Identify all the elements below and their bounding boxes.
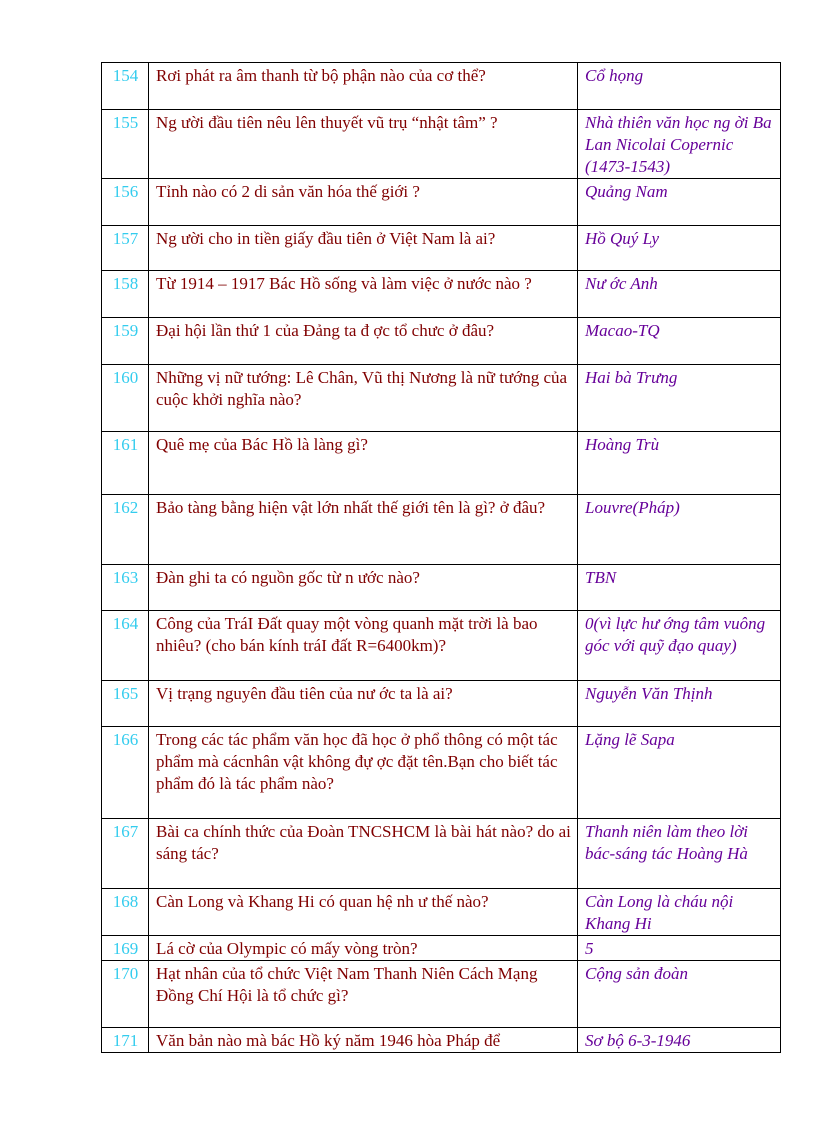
table-row — [102, 110, 781, 179]
answer-text: Thanh niên làm theo lời bác-sáng tác Hoàng Hà — [578, 819, 781, 889]
question-number: 169 — [102, 936, 149, 961]
qa-table — [101, 62, 781, 1053]
table-row — [102, 1028, 781, 1053]
question-text: Những vị nữ tướng: Lê Chân, Vũ thị Nương là nữ tướng của cuộc khởi nghĩa nào? — [149, 365, 578, 432]
question-number: 163 — [102, 565, 149, 611]
table-row — [102, 936, 781, 961]
answer-text: 5 — [578, 936, 781, 961]
table-row — [102, 179, 781, 226]
table-row — [102, 432, 781, 495]
question-text: Bảo tàng bằng hiện vật lớn nhất thế giới tên là gì? ở đâu? — [149, 495, 578, 565]
answer-text: Càn Long là cháu nội Khang Hi — [578, 889, 781, 936]
table-row — [102, 961, 781, 1028]
answer-text: Nư ớc Anh — [578, 271, 781, 318]
answer-text: TBN — [578, 565, 781, 611]
question-text: Bài ca chính thức của Đoàn TNCSHCM là bài hát nào? do ai sáng tác? — [149, 819, 578, 889]
question-number: 170 — [102, 961, 149, 1028]
question-number: 161 — [102, 432, 149, 495]
question-text: Văn bản nào mà bác Hồ ký năm 1946 hòa Pháp để — [149, 1028, 578, 1053]
qa-table-body — [102, 63, 781, 1053]
question-number: 159 — [102, 318, 149, 365]
question-number: 171 — [102, 1028, 149, 1053]
question-text: Trong các tác phẩm văn học đã học ở phổ thông có một tác phẩm mà cácnhân vật không đự ợc đặt tên.Bạn cho biết tác phẩm đó là tác phẩm nào? — [149, 727, 578, 819]
question-text: Tỉnh nào có 2 di sản văn hóa thế giới ? — [149, 179, 578, 226]
question-text: Vị trạng nguyên đầu tiên của nư ớc ta là ai? — [149, 681, 578, 727]
question-number: 155 — [102, 110, 149, 179]
question-number: 168 — [102, 889, 149, 936]
table-row — [102, 611, 781, 681]
question-text: Quê mẹ của Bác Hồ là làng gì? — [149, 432, 578, 495]
question-text: Từ 1914 – 1917 Bác Hồ sống và làm việc ở nước nào ? — [149, 271, 578, 318]
answer-text: Hồ Quý Ly — [578, 226, 781, 271]
answer-text: Macao-TQ — [578, 318, 781, 365]
question-text: Công của TráI Đất quay một vòng quanh mặt trời là bao nhiêu? (cho bán kính tráI đất R=6400km)? — [149, 611, 578, 681]
table-row — [102, 681, 781, 727]
question-text: Ng ười cho in tiền giấy đầu tiên ở Việt Nam là ai? — [149, 226, 578, 271]
question-number: 160 — [102, 365, 149, 432]
table-row — [102, 889, 781, 936]
answer-text: Cổ họng — [578, 63, 781, 110]
answer-text: Quảng Nam — [578, 179, 781, 226]
answer-text: Louvre(Pháp) — [578, 495, 781, 565]
question-number: 167 — [102, 819, 149, 889]
answer-text: Sơ bộ 6-3-1946 — [578, 1028, 781, 1053]
question-text: Đàn ghi ta có nguồn gốc từ n ước nào? — [149, 565, 578, 611]
question-text: Ng ười đầu tiên nêu lên thuyết vũ trụ “nhật tâm” ? — [149, 110, 578, 179]
answer-text: 0(vì lực hư ớng tâm vuông góc với quỹ đạo quay) — [578, 611, 781, 681]
answer-text: Hai bà Trưng — [578, 365, 781, 432]
table-row — [102, 63, 781, 110]
question-number: 164 — [102, 611, 149, 681]
question-number: 165 — [102, 681, 149, 727]
table-row — [102, 318, 781, 365]
answer-text: Lặng lẽ Sapa — [578, 727, 781, 819]
question-text: Càn Long và Khang Hi có quan hệ nh ư thế nào? — [149, 889, 578, 936]
table-row — [102, 271, 781, 318]
table-row — [102, 565, 781, 611]
question-number: 158 — [102, 271, 149, 318]
answer-text: Nhà thiên văn học ng ời Ba Lan Nicolai Copernic (1473-1543) — [578, 110, 781, 179]
answer-text: Nguyễn Văn Thịnh — [578, 681, 781, 727]
question-number: 162 — [102, 495, 149, 565]
question-text: Lá cờ của Olympic có mấy vòng tròn? — [149, 936, 578, 961]
table-row — [102, 365, 781, 432]
table-row — [102, 819, 781, 889]
question-text: Đại hội lần thứ 1 của Đảng ta đ ợc tổ chưc ở đâu? — [149, 318, 578, 365]
table-row — [102, 226, 781, 271]
table-row — [102, 727, 781, 819]
question-text: Rơi phát ra âm thanh từ bộ phận nào của cơ thể? — [149, 63, 578, 110]
answer-text: Cộng sản đoàn — [578, 961, 781, 1028]
table-row — [102, 495, 781, 565]
question-number: 154 — [102, 63, 149, 110]
question-number: 156 — [102, 179, 149, 226]
question-number: 166 — [102, 727, 149, 819]
question-text: Hạt nhân của tổ chức Việt Nam Thanh Niên Cách Mạng Đồng Chí Hội là tổ chức gì? — [149, 961, 578, 1028]
answer-text: Hoàng Trù — [578, 432, 781, 495]
question-number: 157 — [102, 226, 149, 271]
